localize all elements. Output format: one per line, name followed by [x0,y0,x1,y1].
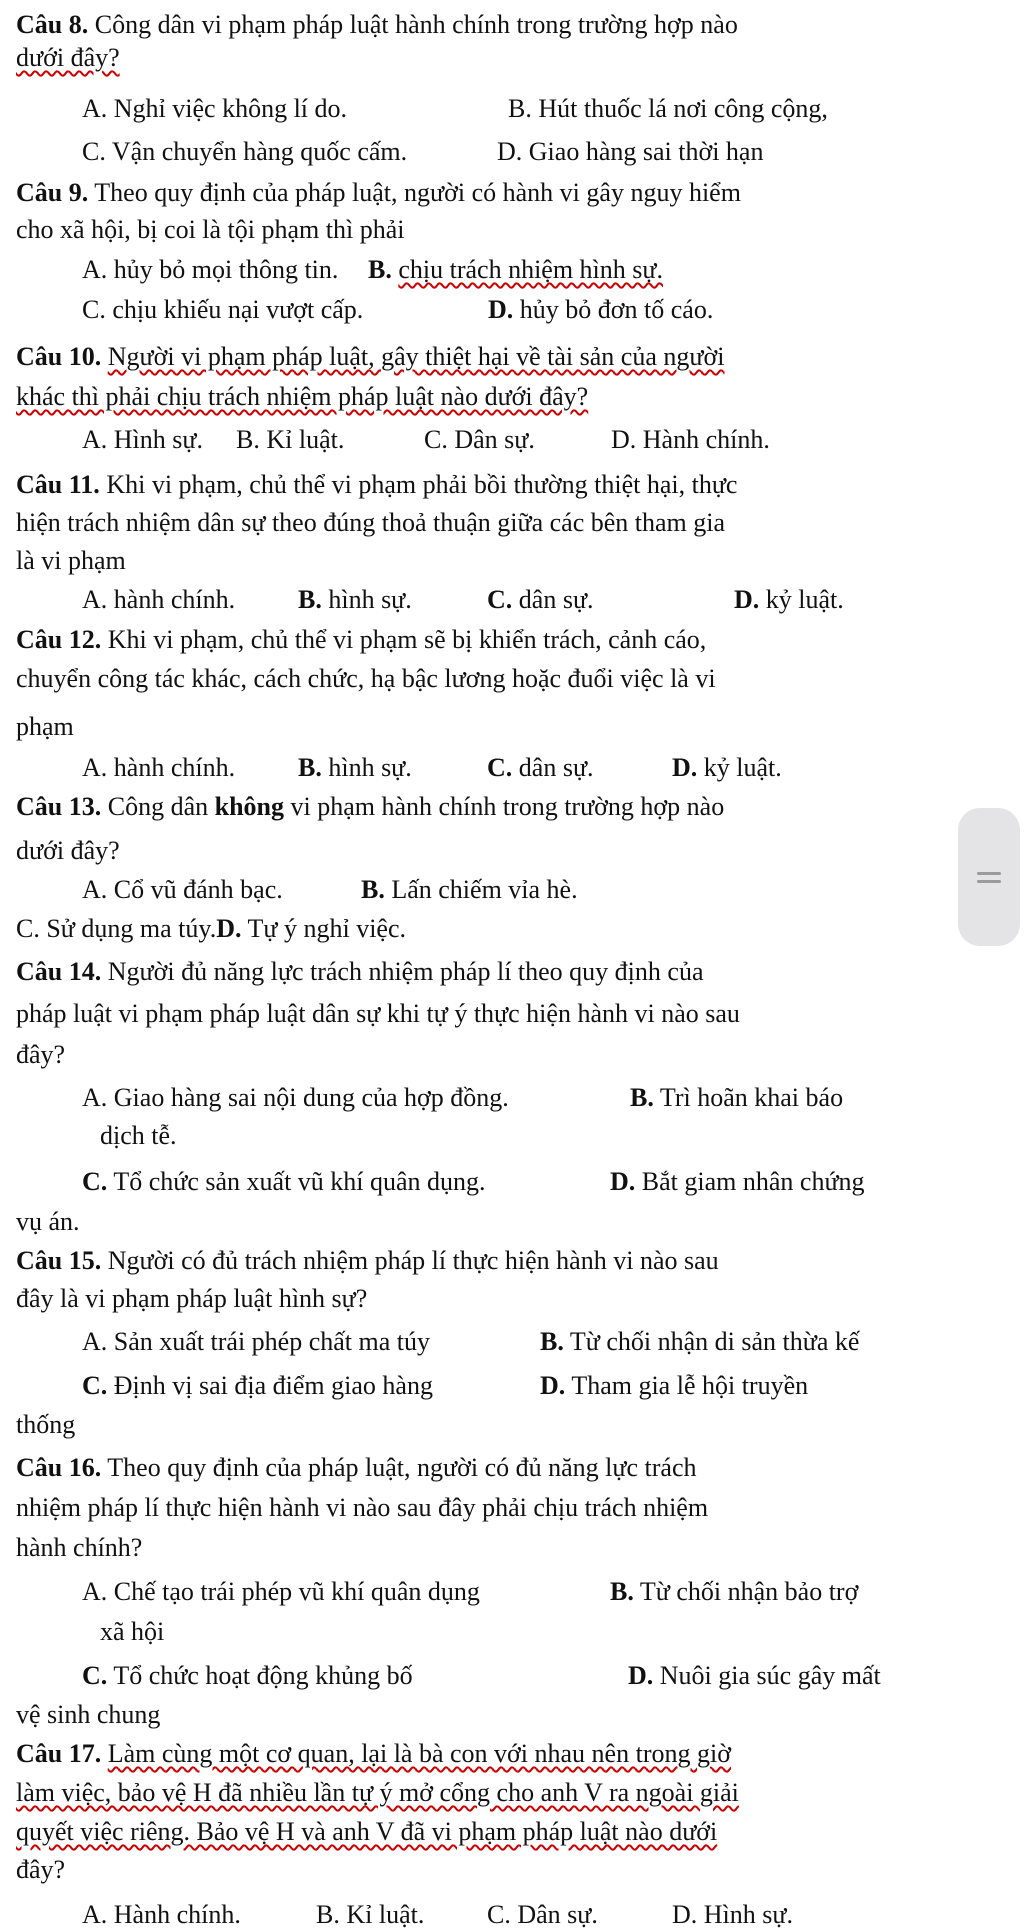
question-9-option-a: A. hủy bỏ mọi thông tin. [82,255,339,284]
question-14-stem-cont2: đây? [16,1040,66,1069]
question-14-option-a: A. Giao hàng sai nội dung của hợp đồng. [82,1083,509,1112]
question-9-option-d: D. hủy bỏ đơn tố cáo. [488,295,714,324]
question-15-label: Câu 15. [16,1246,102,1275]
question-16-option-b: B. Từ chối nhận bảo trợ [610,1577,859,1606]
question-9-option-c: C. chịu khiếu nại vượt cấp. [82,295,364,324]
question-9-stem: Câu 9. Theo quy định của pháp luật, người có hành vi gây nguy hiểm [16,178,741,207]
question-16-option-d-cont: vệ sinh chung [16,1700,161,1729]
question-10-option-b: B. Kỉ luật. [236,425,345,454]
handle-grip-icon [977,872,1001,875]
question-13-option-b: B. Lấn chiếm vỉa hè. [361,875,578,904]
question-12-option-d: D. kỷ luật. [672,753,782,782]
question-12-stem-cont2: phạm [16,712,74,741]
question-13-stem: Câu 13. Công dân không vi phạm hành chính trong trường hợp nào [16,792,725,821]
question-8-option-d: D. Giao hàng sai thời hạn [497,137,764,166]
handle-grip-icon-2 [977,880,1001,883]
question-11-stem-cont2: là vi phạm [16,546,126,575]
question-10-label: Câu 10. [16,342,102,371]
question-16-option-a: A. Chế tạo trái phép vũ khí quân dụng [82,1577,480,1606]
question-14-stem: Câu 14. Người đủ năng lực trách nhiệm pháp lí theo quy định của [16,957,704,986]
question-14-option-d-cont: vụ án. [16,1207,80,1236]
question-15-option-c: C. Định vị sai địa điểm giao hàng [82,1371,433,1400]
question-13-option-cd: C. Sử dụng ma túy.D. Tự ý nghỉ việc. [16,914,407,943]
question-11-option-a: A. hành chính. [82,585,236,614]
question-16-option-c: C. Tổ chức hoạt động khủng bố [82,1661,413,1690]
question-11-option-c: C. dân sự. [487,585,594,614]
question-13-option-d: Tự ý nghỉ việc. [247,914,407,943]
question-17-stem: Câu 17. Làm cùng một cơ quan, lại là bà con với nhau nên trong giờ [16,1739,731,1768]
question-16-stem-cont: nhiệm pháp lí thực hiện hành vi nào sau đây phải chịu trách nhiệm [16,1493,709,1522]
question-17-option-b: B. Kỉ luật. [316,1900,425,1929]
question-12-option-b: B. hình sự. [298,753,412,782]
question-15-stem-cont: đây là vi phạm pháp luật hình sự? [16,1284,368,1313]
question-16-option-d: D. Nuôi gia súc gây mất [628,1661,881,1690]
question-16-stem-cont2: hành chính? [16,1533,143,1562]
question-15-stem: Câu 15. Người có đủ trách nhiệm pháp lí thực hiện hành vi nào sau [16,1246,719,1275]
question-9-stem-cont: cho xã hội, bị coi là tội phạm thì phải [16,215,405,244]
question-15-option-b: B. Từ chối nhận di sản thừa kế [540,1327,860,1356]
question-15-option-d-cont: thống [16,1410,76,1439]
question-10-stem: Câu 10. Người vi phạm pháp luật, gây thiệt hại về tài sản của người [16,342,725,371]
question-11-label: Câu 11. [16,470,100,499]
question-8-label: Câu 8. [16,10,89,39]
question-17-option-d: D. Hình sự. [672,1900,793,1929]
question-17-option-c: C. Dân sự. [487,1900,598,1929]
question-12-option-a: A. hành chính. [82,753,236,782]
drag-handle[interactable] [958,808,1020,946]
question-14-option-b: B. Trì hoãn khai báo [630,1083,844,1112]
question-12-stem-cont: chuyển công tác khác, cách chức, hạ bậc lương hoặc đuổi việc là vi [16,664,716,693]
question-12-stem: Câu 12. Khi vi phạm, chủ thể vi phạm sẽ bị khiển trách, cảnh cáo, [16,625,707,654]
question-11-option-d: D. kỷ luật. [734,585,844,614]
question-11-stem: Câu 11. Khi vi phạm, chủ thể vi phạm phải bồi thường thiệt hại, thực [16,470,738,499]
question-10-option-c: C. Dân sự. [424,425,535,454]
question-17-option-a: A. Hành chính. [82,1900,241,1929]
question-14-label: Câu 14. [16,957,102,986]
question-12-label: Câu 12. [16,625,102,654]
question-17-stem-cont: làm việc, bảo vệ H đã nhiều lần tự ý mở cổng cho anh V ra ngoài giải [16,1778,739,1807]
question-10-option-a: A. Hình sự. [82,425,203,454]
question-17-stem-cont3: đây? [16,1855,66,1884]
question-13-label: Câu 13. [16,792,102,821]
question-15-option-a: A. Sản xuất trái phép chất ma túy [82,1327,431,1356]
question-8-option-c: C. Vận chuyển hàng quốc cấm. [82,137,408,166]
question-10-stem-cont: khác thì phải chịu trách nhiệm pháp luật nào dưới đây? [16,382,589,411]
question-12-option-c: C. dân sự. [487,753,594,782]
question-14-option-b-cont: dịch tễ. [100,1121,177,1150]
question-14-option-d: D. Bắt giam nhân chứng [610,1167,865,1196]
question-14-option-c: C. Tổ chức sản xuất vũ khí quân dụng. [82,1167,486,1196]
question-16-label: Câu 16. [16,1453,102,1482]
question-8-stem: Câu 8. Công dân vi phạm pháp luật hành chính trong trường hợp nào [16,10,738,39]
question-8-option-a: A. Nghỉ việc không lí do. [82,94,348,123]
question-9-label: Câu 9. [16,178,89,207]
question-11-stem-cont: hiện trách nhiệm dân sự theo đúng thoả thuận giữa các bên tham gia [16,508,726,537]
question-17-stem-cont2: quyết việc riêng. Bảo vệ H và anh V đã vi phạm pháp luật nào dưới [16,1817,718,1846]
question-17-label: Câu 17. [16,1739,102,1768]
question-13-stem-cont: dưới đây? [16,836,120,865]
question-8-option-b: B. Hút thuốc lá nơi công cộng, [508,94,828,123]
question-9-option-b: B. chịu trách nhiệm hình sự. [368,255,663,284]
question-13-option-c: C. Sử dụng ma túy. [16,914,217,943]
question-11-option-b: B. hình sự. [298,585,412,614]
question-10-option-d: D. Hành chính. [611,425,770,454]
question-14-stem-cont: pháp luật vi phạm pháp luật dân sự khi tự ý thực hiện hành vi nào sau [16,999,740,1028]
question-16-option-b-cont: xã hội [100,1617,165,1646]
question-8-stem-cont: dưới đây? [16,43,120,72]
question-15-option-d: D. Tham gia lễ hội truyền [540,1371,809,1400]
question-16-stem: Câu 16. Theo quy định của pháp luật, người có đủ năng lực trách [16,1453,697,1482]
question-13-option-a: A. Cổ vũ đánh bạc. [82,875,283,904]
